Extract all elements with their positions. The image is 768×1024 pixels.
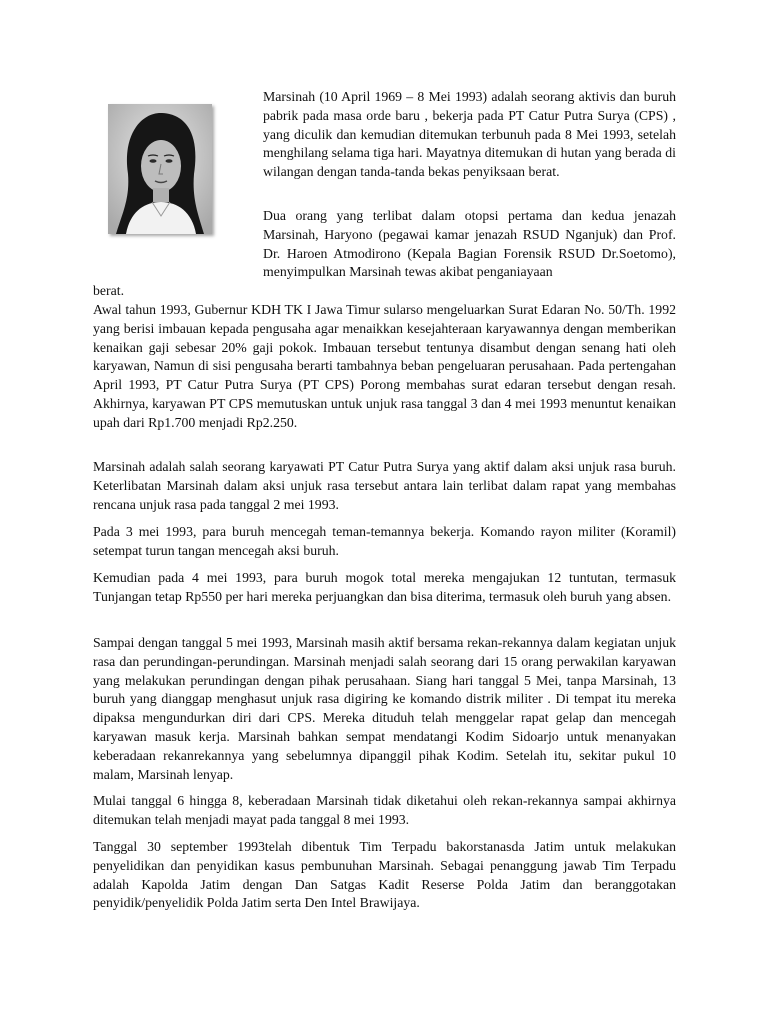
may4-paragraph: Kemudian pada 4 mei 1993, para buruh mogok total mereka mengajukan 12 tuntutan, termasuk Tunjangan tetap Rp550 per hari mereka perjuangkan dan bisa diterima, termasuk oleh buruh yang absen. (93, 570, 676, 604)
circular-paragraph: Awal tahun 1993, Gubernur KDH TK I Jawa Timur sularso mengeluarkan Surat Edaran No. 50/Th. 1992 yang berisi imbauan kepada pengusaha agar menaikkan kesejahteraan karyawannya dengan memberikan kenaikan gaji sebesar 20% gaji pokok. Imbauan tersebut tentunya disambut dengan senang hati oleh karyawan, Namun di sisi pengusaha berarti tambahnya beban pengeluaran perusahaan. Pada pertengahan April 1993, PT Catur Putra Surya (PT CPS) Porong membahas surat edaran tersebut dengan resah. Akhirnya, karyawan PT CPS memutuskan untuk unjuk rasa tanggal 3 dan 4 mei 1993 menuntut kenaikan upah dari Rp1.700 menjadi Rp2.250. (93, 302, 676, 430)
may5-paragraph: Sampai dengan tanggal 5 mei 1993, Marsinah masih aktif bersama rekan-rekannya dalam kegiatan unjuk rasa dan perundingan-perundingan. Marsinah menjadi salah seorang dari 15 orang perwakilan karyawan yang melakukan perundingan dengan pihak perusahaan. Siang hari tanggal 5 Mei, tanpa Marsinah, 13 buruh yang dianggap menghasut unjuk rasa digiring ke komando distrik militer . Di tempat itu mereka dipaksa mengundurkan diri dari CPS. Mereka dituduh telah menggelar rapat gelap dan mencegah karyawan masuk kerja. Marsinah bahkan sempat mendatangi Kodim Sidoarjo untuk menanyakan keberadaan rekanrekannya yang sebelumnya dipanggil pihak Kodim. Setelah itu, sekitar pukul 10 malam, Marsinah lenyap. (93, 635, 676, 782)
intro-paragraph: Marsinah (10 April 1969 – 8 Mei 1993) adalah seorang aktivis dan buruh pabrik pada masa orde baru , bekerja pada PT Catur Putra Surya (CPS) , yang diculik dan kemudian ditemukan terbunuh pada 8 Mei 1993, setelah menghilang selama tiga hari. Mayatnya ditemukan di hutan yang berada di wilangan dengan tanda-tanda bekas penyiksaan berat. (263, 89, 676, 180)
involvement-paragraph: Marsinah adalah salah seorang karyawati PT Catur Putra Surya yang aktif dalam aksi unjuk rasa buruh. Keterlibatan Marsinah dalam aksi unjuk rasa tersebut antara lain terlibat dalam rapat yang membahas rencana unjuk rasa pada tanggal 2 mei 1993. (93, 459, 676, 512)
missing-paragraph: Mulai tanggal 6 hingga 8, keberadaan Marsinah tidak diketahui oleh rekan-rekannya sampai akhirnya ditemukan telah menjadi mayat pada tanggal 8 mei 1993. (93, 793, 676, 827)
autopsy-paragraph-tail: berat. (93, 283, 125, 298)
autopsy-paragraph: Dua orang yang terlibat dalam otopsi pertama dan kedua jenazah Marsinah, Haryono (pegawai kamar jenazah RSUD Nganjuk) dan Prof. Dr. Haroen Atmodirono (Kepala Bagian Forensik RSUD Dr.Soetomo), menyimpulkan Marsinah tewas akibat penganiayaan (263, 208, 676, 280)
portrait-icon (108, 104, 212, 234)
team-paragraph: Tanggal 30 september 1993telah dibentuk Tim Terpadu bakorstanasda Jatim untuk melakukan penyelidikan dan penyidikan kasus pembunuhan Marsinah. Sebagai penanggung jawab Tim Terpadu adalah Kapolda Jatim dengan Dan Satgas Kadit Reserse Polda Jatim dan beranggotakan penyidik/penyelidik Polda Jatim serta Den Intel Brawijaya. (93, 839, 676, 911)
may3-paragraph: Pada 3 mei 1993, para buruh mencegah teman-temannya bekerja. Komando rayon militer (Koramil) setempat turun tangan mencegah aksi buruh. (93, 524, 676, 558)
portrait-photo (108, 104, 212, 234)
